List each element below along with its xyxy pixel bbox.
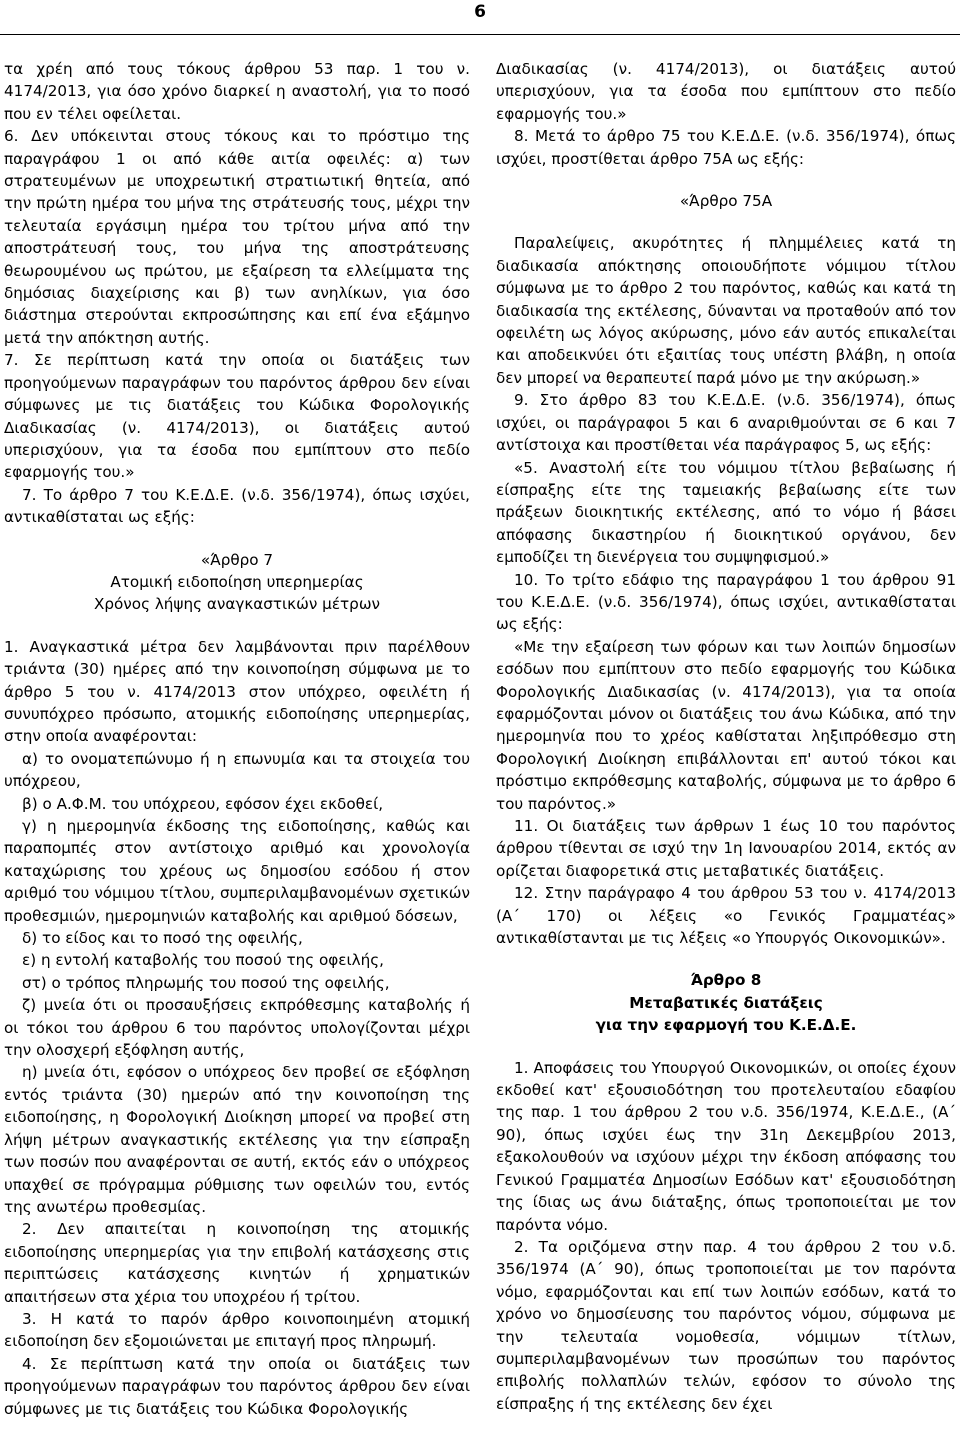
paragraph: β) ο Α.Φ.Μ. του υπόχρεου, εφόσον έχει εκδοθεί, xyxy=(22,794,384,813)
paragraph: στ) ο τρόπος πληρωμής του ποσού της οφειλής, xyxy=(22,973,390,992)
heading-line: Μεταβατικές διατάξεις xyxy=(629,993,823,1012)
paragraph: 2. Δεν απαιτείται η κοινοποίηση της ατομικής ειδοποίησης υπερημερίας για την επιβολή κατάσχεσης στις περιπτώσεις κατάσχεσης κινητών ή χρηματικών απαιτήσεων στα χέρια του υποχρέου ή τρίτου. xyxy=(4,1220,470,1306)
paragraph: 11. Οι διατάξεις των άρθρων 1 έως 10 του παρόντος άρθρου τίθενται σε ισχύ την 1η Ιανουαρίου 2014, εκτός αν ορίζεται διαφορετικά στις μεταβατικές διατάξεις. xyxy=(496,817,956,880)
paragraph: Παραλείψεις, ακυρότητες ή πλημμέλειες κατά τη διαδικασία απόκτησης οποιουδήποτε νόμιμου τίτλου σύμφωνα με το άρθρο 2 του παρόντος, καθώς και κατά τη διαδικασία της εκτέλεσης, δύνανται να προταθούν από τον οφειλέτη ως λόγος ακύρωσης, μόνο εάν αυτός επικαλείται και αποδεικνύει ότι εξαιτίας τους υπέστη βλάβη, η οποία δεν μπορεί να θεραπευτεί παρά μόνο με την ακύρωση.» xyxy=(496,234,956,387)
paragraph: γ) η ημερομηνία έκδοσης της ειδοποίησης, καθώς και παραπομπές στον αντίστοιχο αριθμό και χρονολογία καταχώρισης του χρέους ως δημοσίου εσόδου ή στον αριθμό του νόμιμου τίτλου, συμπεριλαμβανομένων σχετικών προθεσμιών, ημερομηνιών καταβολής και αριθμού δόσεων, xyxy=(4,817,470,925)
paragraph: 7. Σε περίπτωση κατά την οποία οι διατάξεις των προηγούμενων παραγράφων του παρόντος άρθρου δεν είναι σύμφωνες με τις διατάξεις του Κώδικα Φορολογικής Διαδικασίας (ν. 4174/2013), οι διατάξεις αυτού υπερισχύουν, για τα έσοδα που εμπίπτουν στο πεδίο εφαρμογής του.» xyxy=(4,351,470,482)
heading-line: για την εφαρμογή του Κ.Ε.Δ.Ε. xyxy=(595,1016,857,1035)
heading-line: Άρθρο 8 xyxy=(690,971,762,990)
paragraph: 10. Το τρίτο εδάφιο της παραγράφου 1 του άρθρου 91 του Κ.Ε.Δ.Ε. (ν.δ. 356/1974), όπως ισχύει, αντικαθίσταται ως εξής: xyxy=(496,570,956,634)
right-column xyxy=(496,58,956,1415)
paragraph: τα χρέη από τους τόκους άρθρου 53 παρ. 1 του ν. 4174/2013, για όσο χρόνο διαρκεί η αναστολή, για το ποσό που εν τέλει οφείλεται. xyxy=(4,60,470,123)
heading-line: Ατομική ειδοποίηση υπερημερίας xyxy=(110,572,364,591)
heading-line: «Άρθρο 75Α xyxy=(679,192,773,211)
paragraph: 7. Το άρθρο 7 του Κ.Ε.Δ.Ε. (ν.δ. 356/1974), όπως ισχύει, αντικαθίσταται ως εξής: xyxy=(4,485,470,527)
paragraph: δ) το είδος και το ποσό της οφειλής, xyxy=(22,929,303,948)
paragraph: 3. Η κατά το παρόν άρθρο κοινοποιημένη ατομική ειδοποίηση δεν εξομοιώνεται με επιταγή προς πληρωμή. xyxy=(4,1309,470,1351)
paragraph: 2. Τα οριζόμενα στην παρ. 4 του άρθρου 2 του ν.δ. 356/1974 (Α΄ 90), όπως τροποποιείται με τον παρόντα νόμο, εφαρμόζονται και επί των λοιπών εσόδων, κατά το χρόνο νο δημοσίευσης του παρόντος νόμου, σύμφωνα με την τελευταία νομοθεσία, νόμιμων τίτλων, συμπεριλαμβανομένων των προσώπων του παρόντος επιβολής πολλαπλών τελών, εφόσον το σύνολο της είσπραξης ή της εκτέλεσης δεν έχει xyxy=(496,1237,956,1413)
paragraph: 9. Στο άρθρο 83 του Κ.Ε.Δ.Ε. (ν.δ. 356/1974), όπως ισχύει, οι παράγραφοι 5 και 6 αναριθμούνται σε 6 και 7 αντίστοιχα και προστίθεται νέα παράγραφος 5, ως εξής: xyxy=(496,391,956,455)
paragraph: α) το ονοματεπώνυμο ή η επωνυμία και τα στοιχεία του υπόχρεου, xyxy=(4,749,470,791)
paragraph: ζ) μνεία ότι οι προσαυξήσεις εκπρόθεσμης καταβολής ή οι τόκοι του άρθρου 6 του παρόντος υπολογίζονται μέχρι την ολοσχερή εξόφληση αυτής, xyxy=(4,996,470,1060)
paragraph: «Με την εξαίρεση των φόρων και των λοιπών δημοσίων εσόδων που εμπίπτουν στο πεδίο εφαρμογής του Κώδικα Φορολογικής Διαδικασίας (ν. 4174/2013), για τα οποία εφαρμόζονται μόνον οι διατάξεις του άνω Κώδικα, από την ημερομηνία που το χρέος καθίσταται ληξιπρόθεσμο στη Φορολογική Διοίκηση επιβάλλονται επ' αυτού τόκοι και πρόστιμο εκπρόθεσμης καταβολής, σύμφωνα με το άρθρο 6 του παρόντος.» xyxy=(496,637,956,813)
paragraph: «5. Αναστολή είτε του νόμιμου τίτλου βεβαίωσης ή είσπραξης είτε της ταμειακής βεβαίωσης είτε των πράξεων διοικητικής εκτέλεσης, από το νόμο ή βάσει απόφασης δικαστηρίου ή διοικητικού οργάνου, δεν εμποδίζει τη διενέργεια του συμψηφισμού.» xyxy=(496,458,956,567)
paragraph: Διαδικασίας (ν. 4174/2013), οι διατάξεις αυτού υπερισχύουν, για τα έσοδα που εμπίπτουν στο πεδίο εφαρμογής του.» xyxy=(496,60,956,123)
heading-line: Χρόνος λήψης αναγκαστικών μέτρων xyxy=(93,595,381,614)
paragraph: η) μνεία ότι, εφόσον ο υπόχρεος δεν προβεί σε εξόφληση εντός τριάντα (30) ημερών από την κοινοποίηση της ειδοποίησης, η Φορολογική Διοίκηση μπορεί να προβεί στη λήψη μέτρων αναγκαστικής εκτέλεσης για την είσπραξη των ποσών που αναφέρονται σε αυτή, εκτός εάν ο υπόχρεος υπαχθεί σε πρόγραμμα ρύθμισης των οφειλών του, εντός της ανωτέρω προθεσμίας. xyxy=(4,1063,470,1216)
paragraph: 1. Αναγκαστικά μέτρα δεν λαμβάνονται πριν παρέλθουν τριάντα (30) ημέρες από την κοινοποίηση σύμφωνα με το άρθρο 5 του ν. 4174/2013 στον υπόχρεο, οφειλέτη ή συνυπόχρεο πρόσωπο, ατομικής ειδοποίησης υπερημερίας, στην οποία αναφέρονται: xyxy=(4,637,470,746)
paragraph: ε) η εντολή καταβολής του ποσού της οφειλής, xyxy=(22,951,384,970)
paragraph: 6. Δεν υπόκεινται στους τόκους και το πρόστιμο της παραγράφου 1 οι από κάθε αιτία οφειλές: α) των στρατευμένων με υποχρεωτική στρατιωτική θητεία, από την πρώτη ημέρα του μήνα της στράτευσής τους, μέχρι την τελευταία εργάσιμη ημέρα του τρίτου μήνα από την αποστράτευσή τους, του μήνα της αποστράτευσης θεωρουμένου ως πρώτου, με εξαίρεση τα ελλείμματα της δημόσιας διαχείρισης και β) των ανηλίκων, για όσο διάστημα στερούνται εκπροσώπησης και επί ένα εξάμηνο μετά την απόκτηση αυτής. xyxy=(4,127,470,347)
heading-line: «Άρθρο 7 xyxy=(200,550,274,569)
page-number: 6 xyxy=(474,2,486,22)
paragraph: 4. Σε περίπτωση κατά την οποία οι διατάξεις των προηγούμενων παραγράφων του παρόντος άρθρου δεν είναι σύμφωνες με τις διατάξεις του Κώδικα Φορολογικής xyxy=(4,1354,470,1418)
paragraph: 1. Αποφάσεις του Υπουργού Οικονομικών, οι οποίες έχουν εκδοθεί κατ' εξουσιοδότηση του προτελευταίου εδαφίου της παρ. 1 του άρθρου 2 του ν.δ. 356/1974, Κ.Ε.Δ.Ε., (Α΄ 90), όπως ισχύει έως την 31η Δεκεμβρίου 2013, εξακολουθούν να ισχύουν μέχρι την έκδοση απόφασης του Γενικού Γραμματέα Δημοσίων Εσόδων κατ' εξουσιοδότηση της ίδιας ως άνω διάταξης, όπως τροποποιείται με τον παρόντα νόμο. xyxy=(496,1058,956,1234)
header-rule xyxy=(0,34,960,35)
left-column xyxy=(4,58,470,1420)
paragraph: 8. Μετά το άρθρο 75 του Κ.Ε.Δ.Ε. (ν.δ. 356/1974), όπως ισχύει, προστίθεται άρθρο 75Α ως εξής: xyxy=(496,127,956,168)
paragraph: 12. Στην παράγραφο 4 του άρθρου 53 του ν. 4174/2013 (Α΄ 170) οι λέξεις «ο Γενικός Γραμματέας» αντικαθίστανται με τις λέξεις «ο Υπουργός Οικονομικών». xyxy=(496,884,956,948)
